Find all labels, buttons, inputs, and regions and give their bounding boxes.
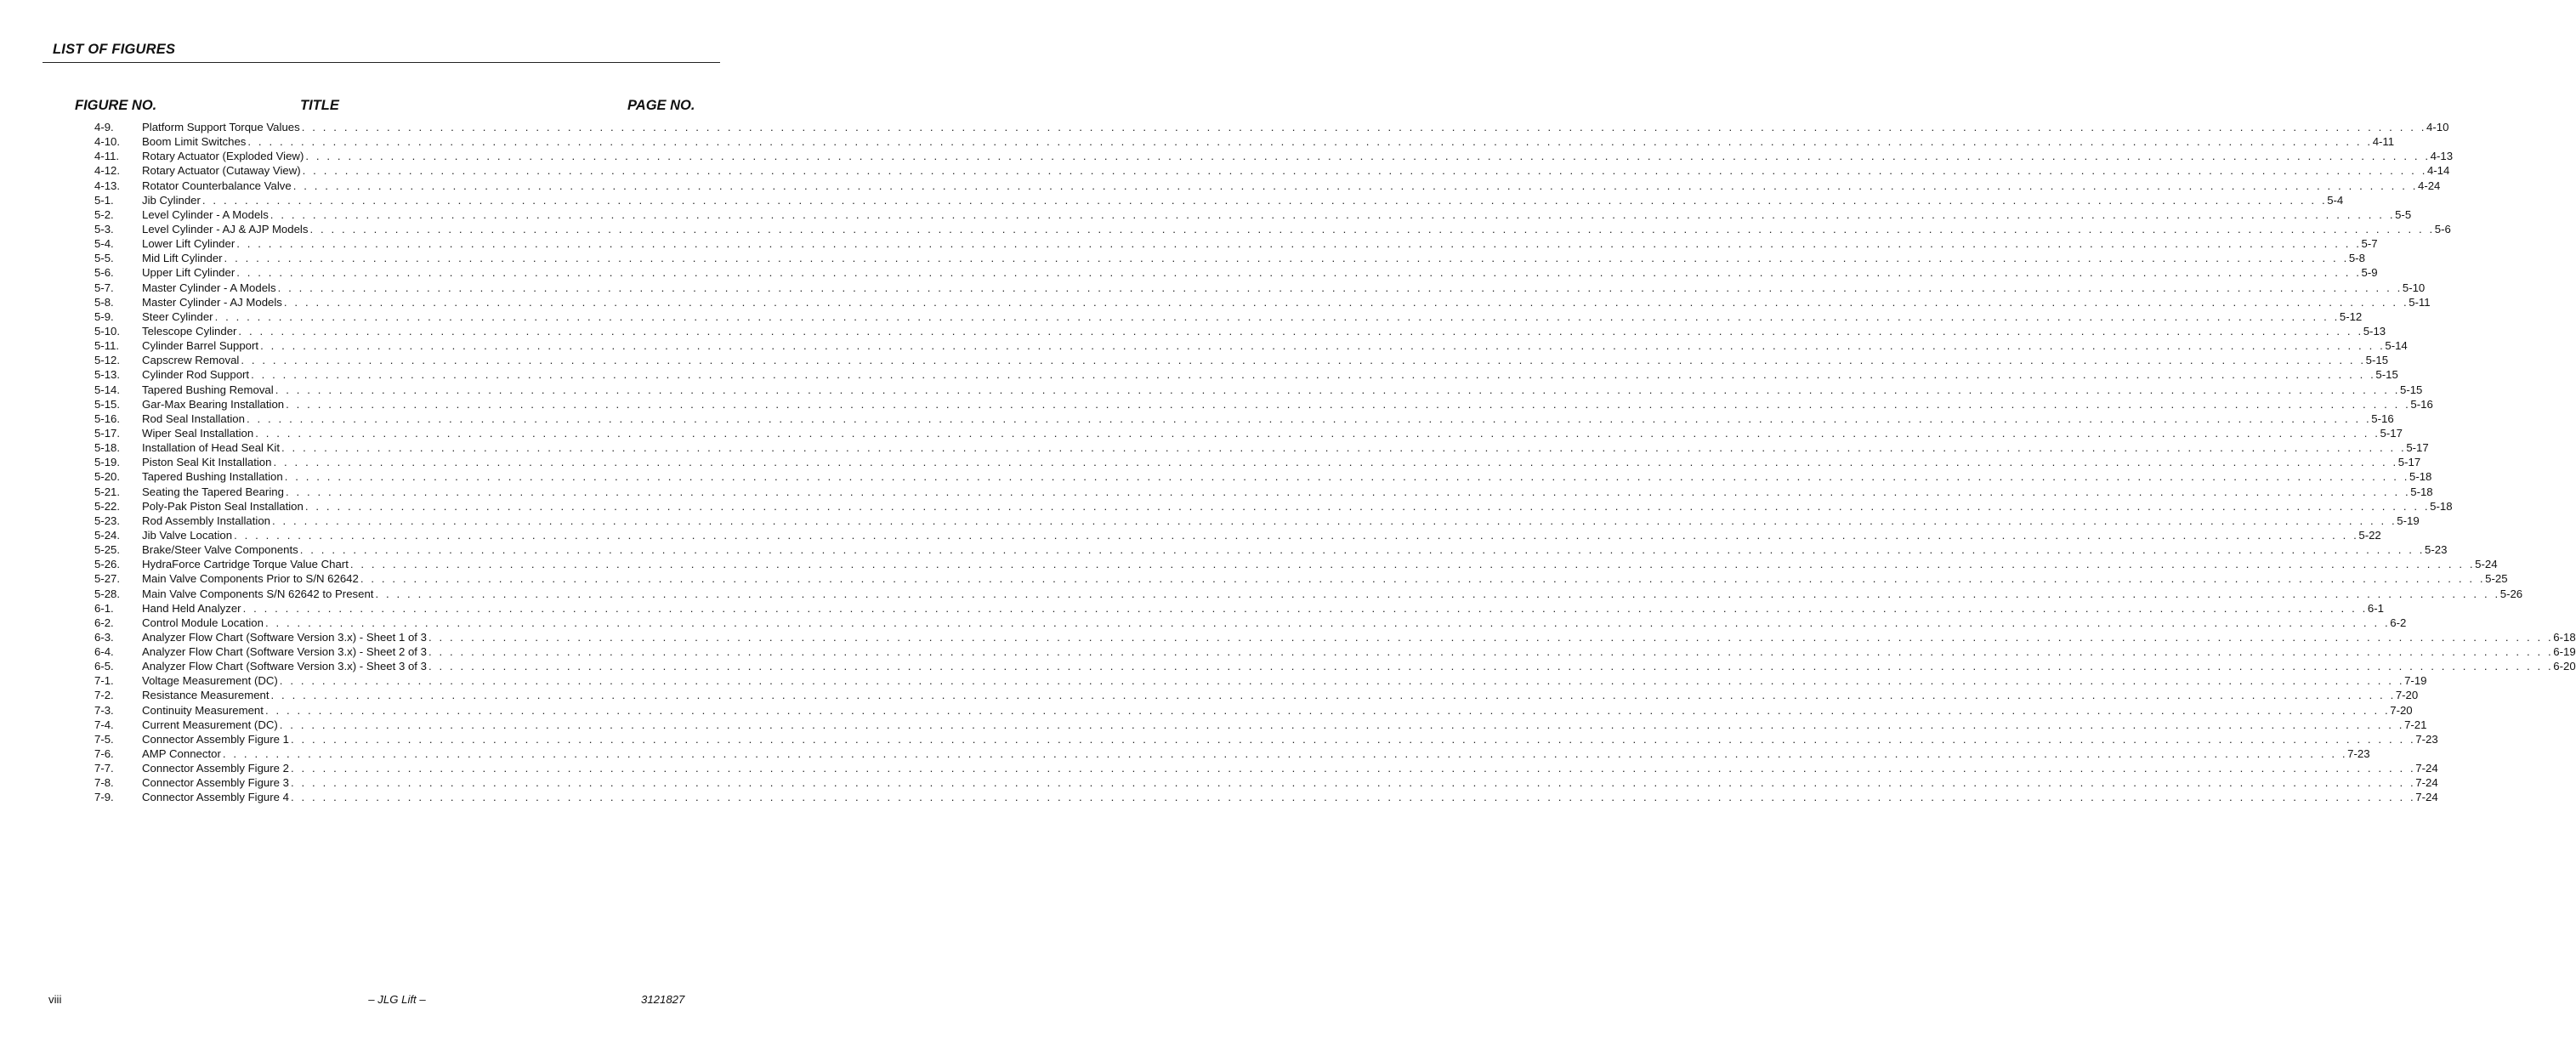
figure-entry[interactable] [94,309,2363,324]
dot-leader: . . . . . . . . . . . . . . . . . . . . . . . . . . . . . . . . . . . . . . . . . . . . . . . . . . . . . . . . . . . . . . . . . . . . . . . . . . . . . . . . . . . . . . . . . . . . . . . . . . . . . . . . . . . . . . . . . . . . . . . . . . . . . . . . . . . . . . . . . . . . . . . . . . . . . . . . . . . . . . . . . . . . . . . . . . . . . . . . . . . . . . . . . . . . . . . . . . . . . . . . [279,718,2405,731]
figure-number: 7-3. [94,703,114,717]
figure-title: Cylinder Rod Support [142,368,250,382]
figure-page-number: 5-5 [2395,207,2412,221]
figure-entry[interactable] [94,746,2370,761]
figure-title: Piston Seal Kit Installation [142,456,272,469]
figure-page-number: 7-20 [2395,689,2419,702]
dot-leader: . . . . . . . . . . . . . . . . . . . . . . . . . . . . . . . . . . . . . . . . . . . . . . . . . . . . . . . . . . . . . . . . . . . . . . . . . . . . . . . . . . . . . . . . . . . . . . . . . . . . . . . . . . . . . . . . . . . . . . . . . . . . . . . . . . . . . . . . . . . . . . . . . . . . . . . . . . . . . . . . . . . . . . . . . . . . . . . . . . . . . . . . . . . . . . . . . . . . . . . . [290,776,2416,790]
figure-number: 6-2. [94,616,114,629]
dot-leader: . . . . . . . . . . . . . . . . . . . . . . . . . . . . . . . . . . . . . . . . . . . . . . . . . . . . . . . . . . . . . . . . . . . . . . . . . . . . . . . . . . . . . . . . . . . . . . . . . . . . . . . . . . . . . . . . . . . . . . . . . . . . . . . . . . . . . . . . . . . . . . . . . . . . . . . . . . . . . . . . . . . . . . . . . . . . . . . . . . . . . . . . . . . . . . . . . . . . . . . . [234,528,2359,542]
figure-page-number: 5-15 [2399,383,2423,396]
dot-leader: . . . . . . . . . . . . . . . . . . . . . . . . . . . . . . . . . . . . . . . . . . . . . . . . . . . . . . . . . . . . . . . . . . . . . . . . . . . . . . . . . . . . . . . . . . . . . . . . . . . . . . . . . . . . . . . . . . . . . . . . . . . . . . . . . . . . . . . . . . . . . . . . . . . . . . . . . . . . . . . . . . . . . . . . . . . . . . . . . . . . . . . . . . . . . . . . . . . . . . . . [349,558,2476,571]
figure-entry[interactable] [94,149,2454,163]
figure-title: Rod Seal Installation [142,411,245,425]
figure-number: 5-15. [94,397,121,411]
figure-entry[interactable] [94,485,2433,499]
figure-title: Level Cylinder - A Models [142,207,269,221]
figure-leader-line [142,367,2398,382]
dot-leader: . . . . . . . . . . . . . . . . . . . . . . . . . . . . . . . . . . . . . . . . . . . . . . . . . . . . . . . . . . . . . . . . . . . . . . . . . . . . . . . . . . . . . . . . . . . . . . . . . . . . . . . . . . . . . . . . . . . . . . . . . . . . . . . . . . . . . . . . . . . . . . . . . . . . . . . . . . . . . . . . . . . . . . . . . . . . . . . . . . . . . . . . . . . . . . . . . . . . . . . . [290,791,2416,804]
figure-title: Wiper Seal Installation [142,426,254,440]
figure-number: 7-9. [94,791,114,804]
figure-entry[interactable] [94,775,2438,790]
figure-page-number: 4-11 [2372,135,2395,149]
figure-number: 5-18. [94,441,121,455]
figure-entry[interactable] [94,281,2426,295]
figure-page-number: 7-23 [2347,747,2370,761]
dot-leader: . . . . . . . . . . . . . . . . . . . . . . . . . . . . . . . . . . . . . . . . . . . . . . . . . . . . . . . . . . . . . . . . . . . . . . . . . . . . . . . . . . . . . . . . . . . . . . . . . . . . . . . . . . . . . . . . . . . . . . . . . . . . . . . . . . . . . . . . . . . . . . . . . . . . . . . . . . . . . . . . . . . . . . . . . . . . . . . . . . . . . . . . . . . . . . . . . . . . . . . . [214,309,2340,323]
figure-leader-line [142,659,2576,673]
figure-leader-line [142,455,2421,469]
figure-title: Upper Lift Cylinder [142,266,235,280]
figure-leader-line [142,790,2438,804]
dot-leader: . . . . . . . . . . . . . . . . . . . . . . . . . . . . . . . . . . . . . . . . . . . . . . . . . . . . . . . . . . . . . . . . . . . . . . . . . . . . . . . . . . . . . . . . . . . . . . . . . . . . . . . . . . . . . . . . . . . . . . . . . . . . . . . . . . . . . . . . . . . . . . . . . . . . . . . . . . . . . . . . . . . . . . . . . . . . . . . . . . . . . . . . . . . . . . . . . . . . . . . . [272,514,2397,527]
figure-number: 7-4. [94,718,114,731]
dot-leader: . . . . . . . . . . . . . . . . . . . . . . . . . . . . . . . . . . . . . . . . . . . . . . . . . . . . . . . . . . . . . . . . . . . . . . . . . . . . . . . . . . . . . . . . . . . . . . . . . . . . . . . . . . . . . . . . . . . . . . . . . . . . . . . . . . . . . . . . . . . . . . . . . . . . . . . . . . . . . . . . . . . . . . . . . . . . . . . . . . . . . . . . . . . . . . . . . . . . . . . . [290,762,2416,775]
figure-number: 5-5. [94,252,114,265]
figure-title: Analyzer Flow Chart (Software Version 3.x) - Sheet 1 of 3 [142,630,427,644]
figure-leader-line [142,353,2389,367]
figure-leader-line [142,514,2420,528]
figure-title: Capscrew Removal [142,354,240,367]
figure-title: Rotator Counterbalance Valve [142,179,292,192]
figure-entry[interactable] [94,528,2381,542]
figure-number: 5-22. [94,499,121,513]
figure-number: 7-7. [94,762,114,775]
figure-page-number: 5-10 [2402,281,2426,294]
figure-leader-line [142,236,2378,251]
figure-entry[interactable] [94,790,2438,804]
figure-number: 7-6. [94,747,114,761]
dot-leader: . . . . . . . . . . . . . . . . . . . . . . . . . . . . . . . . . . . . . . . . . . . . . . . . . . . . . . . . . . . . . . . . . . . . . . . . . . . . . . . . . . . . . . . . . . . . . . . . . . . . . . . . . . . . . . . . . . . . . . . . . . . . . . . . . . . . . . . . . . . . . . . . . . . . . . . . . . . . . . . . . . . . . . . . . . . . . . . . . . . . . . . . . . . . . . . . . . . . . . . . [201,193,2328,207]
dot-leader: . . . . . . . . . . . . . . . . . . . . . . . . . . . . . . . . . . . . . . . . . . . . . . . . . . . . . . . . . . . . . . . . . . . . . . . . . . . . . . . . . . . . . . . . . . . . . . . . . . . . . . . . . . . . . . . . . . . . . . . . . . . . . . . . . . . . . . . . . . . . . . . . . . . . . . . . . . . . . . . . . . . . . . . . . . . . . . . . . . . . . . . . . . . . . . . . . . . . . . . . [279,674,2405,688]
dot-leader: . . . . . . . . . . . . . . . . . . . . . . . . . . . . . . . . . . . . . . . . . . . . . . . . . . . . . . . . . . . . . . . . . . . . . . . . . . . . . . . . . . . . . . . . . . . . . . . . . . . . . . . . . . . . . . . . . . . . . . . . . . . . . . . . . . . . . . . . . . . . . . . . . . . . . . . . . . . . . . . . . . . . . . . . . . . . . . . . . . . . . . . . . . . . . . . . . . . . . . . . [260,339,2386,353]
dot-leader: . . . . . . . . . . . . . . . . . . . . . . . . . . . . . . . . . . . . . . . . . . . . . . . . . . . . . . . . . . . . . . . . . . . . . . . . . . . . . . . . . . . . . . . . . . . . . . . . . . . . . . . . . . . . . . . . . . . . . . . . . . . . . . . . . . . . . . . . . . . . . . . . . . . . . . . . . . . . . . . . . . . . . . . . . . . . . . . . . . . . . . . . . . . . . . . . . . . . . . . . [241,354,2366,367]
dot-leader: . . . . . . . . . . . . . . . . . . . . . . . . . . . . . . . . . . . . . . . . . . . . . . . . . . . . . . . . . . . . . . . . . . . . . . . . . . . . . . . . . . . . . . . . . . . . . . . . . . . . . . . . . . . . . . . . . . . . . . . . . . . . . . . . . . . . . . . . . . . . . . . . . . . . . . . . . . . . . . . . . . . . . . . . . . . . . . . . . . . . . . . . . . . . . . . . . . . . . . . . [224,252,2349,265]
figure-number: 4-12. [94,164,121,178]
figure-title: Telescope Cylinder [142,324,237,338]
figure-entry[interactable] [94,324,2386,338]
figure-page-number: 4-14 [2426,164,2450,178]
figure-title: Rotary Actuator (Exploded View) [142,150,304,163]
figure-leader-line [142,281,2426,295]
figure-leader-line [142,295,2431,309]
figure-entry[interactable] [94,616,2407,630]
figure-number: 5-13. [94,368,121,382]
figure-page-number: 7-19 [2404,674,2427,688]
figure-page-number: 7-21 [2404,718,2427,731]
figure-title: Cylinder Barrel Support [142,339,259,353]
figure-title: Connector Assembly Figure 3 [142,776,289,790]
figure-entry[interactable] [94,688,2419,702]
figure-number: 5-4. [94,237,114,251]
figure-entry[interactable] [94,222,2451,236]
figure-entry[interactable] [94,703,2413,718]
figure-page-number: 7-20 [2390,703,2413,717]
figure-title: Resistance Measurement [142,689,270,702]
figure-entry[interactable] [94,455,2421,469]
figure-number: 5-14. [94,383,121,396]
figure-entry[interactable] [94,367,2398,382]
figure-number: 6-3. [94,630,114,644]
figure-entry[interactable] [94,557,2498,571]
figure-title: Rotary Actuator (Cutaway View) [142,164,301,178]
figure-entry[interactable] [94,542,2448,557]
figure-entry[interactable] [94,440,2429,455]
dot-leader: . . . . . . . . . . . . . . . . . . . . . . . . . . . . . . . . . . . . . . . . . . . . . . . . . . . . . . . . . . . . . . . . . . . . . . . . . . . . . . . . . . . . . . . . . . . . . . . . . . . . . . . . . . . . . . . . . . . . . . . . . . . . . . . . . . . . . . . . . . . . . . . . . . . . . . . . . . . . . . . . . . . . . . . . . . . . . . . . . . . . . . . . . . . . . . . . . . . . . . . . [275,383,2400,396]
figure-page-number: 5-18 [2409,470,2432,484]
figure-number: 5-3. [94,222,114,236]
figure-entry[interactable] [94,587,2523,601]
figure-leader-line [142,469,2432,484]
figure-page-number: 4-24 [2418,179,2441,192]
figure-page-number: 5-17 [2406,441,2429,455]
figure-number: 4-11. [94,150,120,163]
dot-leader: . . . . . . . . . . . . . . . . . . . . . . . . . . . . . . . . . . . . . . . . . . . . . . . . . . . . . . . . . . . . . . . . . . . . . . . . . . . . . . . . . . . . . . . . . . . . . . . . . . . . . . . . . . . . . . . . . . . . . . . . . . . . . . . . . . . . . . . . . . . . . . . . . . . . . . . . . . . . . . . . . . . . . . . . . . . . . . . . . . . . . . . . . . . . . . . . . . . . . . . . [309,222,2435,236]
figure-number: 5-19. [94,456,121,469]
figure-leader-line [142,134,2395,149]
figure-title: Tapered Bushing Installation [142,470,283,484]
figure-leader-line [142,542,2448,557]
figure-leader-line [142,383,2423,397]
figure-title: Tapered Bushing Removal [142,383,274,396]
figure-leader-line [142,265,2378,280]
dot-leader: . . . . . . . . . . . . . . . . . . . . . . . . . . . . . . . . . . . . . . . . . . . . . . . . . . . . . . . . . . . . . . . . . . . . . . . . . . . . . . . . . . . . . . . . . . . . . . . . . . . . . . . . . . . . . . . . . . . . . . . . . . . . . . . . . . . . . . . . . . . . . . . . . . . . . . . . . . . . . . . . . . . . . . . . . . . . . . . . . . . . . . . . . . . . . . . . . . . . . . . . [302,164,2427,178]
figure-page-number: 5-22 [2358,528,2381,542]
figure-title: Rod Assembly Installation [142,514,270,527]
figure-page-number: 5-14 [2385,339,2408,353]
figure-entry[interactable] [94,514,2420,528]
figure-leader-line [142,616,2407,630]
figure-leader-line [142,485,2433,499]
figure-title: Jib Valve Location [142,528,233,542]
figure-leader-line [142,397,2433,411]
figure-entry[interactable] [94,134,2395,149]
dot-leader: . . . . . . . . . . . . . . . . . . . . . . . . . . . . . . . . . . . . . . . . . . . . . . . . . . . . . . . . . . . . . . . . . . . . . . . . . . . . . . . . . . . . . . . . . . . . . . . . . . . . . . . . . . . . . . . . . . . . . . . . . . . . . . . . . . . . . . . . . . . . . . . . . . . . . . . . . . . . . . . . . . . . . . . . . . . . . . . . . . . . . . . . . . . . . . . . . . . . . . . . [238,324,2363,338]
figure-leader-line [142,149,2454,163]
figure-page-number: 5-17 [2397,456,2421,469]
dot-leader: . . . . . . . . . . . . . . . . . . . . . . . . . . . . . . . . . . . . . . . . . . . . . . . . . . . . . . . . . . . . . . . . . . . . . . . . . . . . . . . . . . . . . . . . . . . . . . . . . . . . . . . . . . . . . . . . . . . . . . . . . . . . . . . . . . . . . . . . . . . . . . . . . . . . . . . . . . . . . . . . . . . . . . . . . . . . . . . . . . . . . . . . . . . . . . . . . . . . . . . . [299,543,2426,557]
figure-number: 5-9. [94,309,114,323]
figure-number: 5-8. [94,295,114,309]
footer-page-number: viii [48,993,62,1006]
figure-page-number: 5-23 [2425,543,2448,557]
figure-page-number: 5-4 [2327,193,2344,207]
figure-number: 6-1. [94,601,114,615]
dot-leader: . . . . . . . . . . . . . . . . . . . . . . . . . . . . . . . . . . . . . . . . . . . . . . . . . . . . . . . . . . . . . . . . . . . . . . . . . . . . . . . . . . . . . . . . . . . . . . . . . . . . . . . . . . . . . . . . . . . . . . . . . . . . . . . . . . . . . . . . . . . . . . . . . . . . . . . . . . . . . . . . . . . . . . . . . . . . . . . . . . . . . . . . . . . . . . . . . . . . . . . . [283,295,2409,309]
figure-entry[interactable] [94,251,2365,265]
dot-leader: . . . . . . . . . . . . . . . . . . . . . . . . . . . . . . . . . . . . . . . . . . . . . . . . . . . . . . . . . . . . . . . . . . . . . . . . . . . . . . . . . . . . . . . . . . . . . . . . . . . . . . . . . . . . . . . . . . . . . . . . . . . . . . . . . . . . . . . . . . . . . . . . . . . . . . . . . . . . . . . . . . . . . . . . . . . . . . . . . . . . . . . . . . . . . . . . . . . . . . . . [281,441,2407,455]
figure-number: 5-16. [94,411,121,425]
figure-leader-line [142,557,2498,571]
figure-number: 6-4. [94,645,114,659]
figure-entry[interactable] [94,163,2450,178]
figure-entry[interactable] [94,673,2427,688]
figure-page-number: 5-16 [2410,397,2433,411]
dot-leader: . . . . . . . . . . . . . . . . . . . . . . . . . . . . . . . . . . . . . . . . . . . . . . . . . . . . . . . . . . . . . . . . . . . . . . . . . . . . . . . . . . . . . . . . . . . . . . . . . . . . . . . . . . . . . . . . . . . . . . . . . . . . . . . . . . . . . . . . . . . . . . . . . . . . . . . . . . . . . . . . . . . . . . . . . . . . . . . . . . . . . . . . . . . . . . . . . . . . . . . . [273,456,2398,469]
dot-leader: . . . . . . . . . . . . . . . . . . . . . . . . . . . . . . . . . . . . . . . . . . . . . . . . . . . . . . . . . . . . . . . . . . . . . . . . . . . . . . . . . . . . . . . . . . . . . . . . . . . . . . . . . . . . . . . . . . . . . . . . . . . . . . . . . . . . . . . . . . . . . . . . . . . . . . . . . . . . . . . . . . . . . . . . . . . . . . . . . . . . . . . . . . . . . . . . . . . . . . . . [286,397,2411,411]
figure-number: 5-24. [94,528,121,542]
figure-page-number: 5-6 [2434,222,2451,236]
figure-title: Lower Lift Cylinder [142,237,235,251]
figure-title: Control Module Location [142,616,264,629]
figure-page-number: 5-26 [2499,587,2523,600]
dot-leader: . . . . . . . . . . . . . . . . . . . . . . . . . . . . . . . . . . . . . . . . . . . . . . . . . . . . . . . . . . . . . . . . . . . . . . . . . . . . . . . . . . . . . . . . . . . . . . . . . . . . . . . . . . . . . . . . . . . . . . . . . . . . . . . . . . . . . . . . . . . . . . . . . . . . . . . . . . . . . . . . . . . . . . . . . . . . . . . . . . . . . . . . . . . . . . . . . . . . . . . . [301,121,2427,133]
figure-number: 5-7. [94,281,114,294]
figure-page-number: 5-15 [2375,368,2398,382]
figure-list [94,120,2576,805]
figure-title: Connector Assembly Figure 4 [142,791,289,804]
figure-number: 4-9. [94,121,114,133]
figure-title: Level Cylinder - AJ & AJP Models [142,222,309,236]
figure-title: AMP Connector [142,747,221,761]
figure-number: 5-21. [94,485,121,498]
figure-title: Main Valve Components S/N 62642 to Present [142,587,374,600]
figure-number: 4-13. [94,179,121,192]
figure-page-number: 6-20 [2553,660,2576,673]
figure-leader-line [142,411,2394,426]
figure-entry[interactable] [94,630,2576,644]
figure-title: Voltage Measurement (DC) [142,674,278,688]
figure-title: Connector Assembly Figure 1 [142,732,289,746]
figure-entry[interactable] [94,571,2508,586]
figure-leader-line [142,338,2408,353]
figure-leader-line [142,775,2438,790]
dot-leader: . . . . . . . . . . . . . . . . . . . . . . . . . . . . . . . . . . . . . . . . . . . . . . . . . . . . . . . . . . . . . . . . . . . . . . . . . . . . . . . . . . . . . . . . . . . . . . . . . . . . . . . . . . . . . . . . . . . . . . . . . . . . . . . . . . . . . . . . . . . . . . . . . . . . . . . . . . . . . . . . . . . . . . . . . . . . . . . . . . . . . . . . . . . . . . . . . . . . . . . . [251,368,2376,382]
figure-title: Seating the Tapered Bearing [142,485,284,498]
figure-leader-line [142,673,2427,688]
dot-leader: . . . . . . . . . . . . . . . . . . . . . . . . . . . . . . . . . . . . . . . . . . . . . . . . . . . . . . . . . . . . . . . . . . . . . . . . . . . . . . . . . . . . . . . . . . . . . . . . . . . . . . . . . . . . . . . . . . . . . . . . . . . . . . . . . . . . . . . . . . . . . . . . . . . . . . . . . . . . . . . . . . . . . . . . . . . . . . . . . . . . . . . . . . . . . . . . . . . . . . . . [285,485,2411,498]
figure-title: Poly-Pak Piston Seal Installation [142,499,304,513]
figure-entry[interactable] [94,499,2453,514]
dot-leader: . . . . . . . . . . . . . . . . . . . . . . . . . . . . . . . . . . . . . . . . . . . . . . . . . . . . . . . . . . . . . . . . . . . . . . . . . . . . . . . . . . . . . . . . . . . . . . . . . . . . . . . . . . . . . . . . . . . . . . . . . . . . . . . . . . . . . . . . . . . . . . . . . . . . . . . . . . . . . . . . . . . . . . . . . . . . . . . . . . . . . . . . . . . . . . . . . . . . . . . . [277,281,2403,294]
figure-page-number: 4-13 [2430,150,2454,163]
figure-leader-line [142,426,2403,440]
figure-leader-line [142,587,2523,601]
figure-entry[interactable] [94,193,2344,207]
dot-leader: . . . . . . . . . . . . . . . . . . . . . . . . . . . . . . . . . . . . . . . . . . . . . . . . . . . . . . . . . . . . . . . . . . . . . . . . . . . . . . . . . . . . . . . . . . . . . . . . . . . . . . . . . . . . . . . . . . . . . . . . . . . . . . . . . . . . . . . . . . . . . . . . . . . . . . . . . . . . . . . . . . . . . . . . . . . . . . . . . . . . . . . . . . . . . . . . . . . . . . . . [236,266,2362,280]
figure-page-number: 5-16 [2371,411,2394,425]
figure-leader-line [142,207,2412,222]
figure-page-number: 5-19 [2397,514,2420,527]
figure-title: Installation of Head Seal Kit [142,441,281,455]
figure-leader-line [142,718,2427,732]
figure-entry[interactable] [94,353,2389,367]
figure-number: 6-5. [94,660,114,673]
figure-page-number: 4-10 [2426,121,2449,133]
dot-leader: . . . . . . . . . . . . . . . . . . . . . . . . . . . . . . . . . . . . . . . . . . . . . . . . . . . . . . . . . . . . . . . . . . . . . . . . . . . . . . . . . . . . . . . . . . . . . . . . . . . . . . . . . . . . . . . . . . . . . . . . . . . . . . . . . . . . . . . . . . . . . . . . . . . . . . . . . . . . . . . . . . . . . . . . . . . . . . . . . . . . . . . . . . . . . . . . . . . . . . . . [284,470,2409,484]
figure-title: Mid Lift Cylinder [142,252,223,265]
figure-title: Main Valve Components Prior to S/N 62642 [142,572,359,586]
figure-number: 4-10. [94,135,121,149]
figure-title: Brake/Steer Valve Components [142,543,298,557]
figure-page-number: 5-15 [2365,354,2389,367]
figure-leader-line [142,120,2449,134]
figure-title: Jib Cylinder [142,193,201,207]
figure-entry[interactable] [94,236,2378,251]
header-rule [43,62,720,63]
dot-leader: . . . . . . . . . . . . . . . . . . . . . . . . . . . . . . . . . . . . . . . . . . . . . . . . . . . . . . . . . . . . . . . . . . . . . . . . . . . . . . . . . . . . . . . . . . . . . . . . . . . . . . . . . . . . . . . . . . . . . . . . . . . . . . . . . . . . . . . . . . . . . . . . . . . . . . . . . . . . . . . . . . . . . . . . . . . . . . . . . . . . . . . . . . . . . . . . . . . . . . . . [264,703,2391,717]
page-header-title: LIST OF FIGURES [53,42,176,57]
figure-page-number: 5-24 [2475,558,2498,571]
figure-page-number: 6-19 [2553,645,2576,659]
figure-entry[interactable] [94,732,2438,746]
figure-entry[interactable] [94,644,2576,659]
figure-page-number: 5-17 [2380,426,2403,440]
figure-title: HydraForce Cartridge Torque Value Chart [142,558,349,571]
figure-entry[interactable] [94,426,2403,440]
figure-leader-line [142,179,2441,193]
figure-page-number: 5-8 [2348,252,2365,265]
figure-number: 7-8. [94,776,114,790]
figure-number: 5-6. [94,266,114,280]
footer-doc-number: 3121827 [641,993,685,1006]
figure-page-number: 5-25 [2485,572,2508,586]
figure-number: 5-27. [94,572,121,586]
figure-page-number: 5-13 [2363,324,2386,338]
figure-page-number: 7-24 [2415,762,2438,775]
figure-page-number: 6-1 [2367,601,2384,615]
figure-page-number: 5-12 [2339,309,2363,323]
figure-leader-line [142,163,2450,178]
figure-title: Analyzer Flow Chart (Software Version 3.x) - Sheet 2 of 3 [142,645,427,659]
figure-page-number: 5-9 [2361,266,2378,280]
figure-leader-line [142,222,2451,236]
figure-number: 5-2. [94,207,114,221]
dot-leader: . . . . . . . . . . . . . . . . . . . . . . . . . . . . . . . . . . . . . . . . . . . . . . . . . . . . . . . . . . . . . . . . . . . . . . . . . . . . . . . . . . . . . . . . . . . . . . . . . . . . . . . . . . . . . . . . . . . . . . . . . . . . . . . . . . . . . . . . . . . . . . . . . . . . . . . . . . . . . . . . . . . . . . . . . . . . . . . . . . . . . . . . . . . . . . . . . . . . . . . . [246,411,2372,425]
dot-leader: . . . . . . . . . . . . . . . . . . . . . . . . . . . . . . . . . . . . . . . . . . . . . . . . . . . . . . . . . . . . . . . . . . . . . . . . . . . . . . . . . . . . . . . . . . . . . . . . . . . . . . . . . . . . . . . . . . . . . . . . . . . . . . . . . . . . . . . . . . . . . . . . . . . . . . . . . . . . . . . . . . . . . . . . . . . . . . . . . . . . . . . . . . . . . . . . . . . . . . . . [236,237,2362,251]
figure-page-number: 5-11 [2409,295,2431,309]
column-header-page-no: PAGE NO. [627,98,695,113]
figure-title: Master Cylinder - AJ Models [142,295,282,309]
figure-entry[interactable] [94,469,2432,484]
figure-title: Continuity Measurement [142,703,264,717]
figure-entry[interactable] [94,295,2431,309]
figure-number: 5-11. [94,339,120,353]
figure-leader-line [142,644,2576,659]
figure-entry[interactable] [94,659,2576,673]
figure-number: 5-23. [94,514,121,527]
figure-number: 5-10. [94,324,121,338]
figure-number: 5-1. [94,193,114,207]
figure-entry[interactable] [94,338,2408,353]
dot-leader: . . . . . . . . . . . . . . . . . . . . . . . . . . . . . . . . . . . . . . . . . . . . . . . . . . . . . . . . . . . . . . . . . . . . . . . . . . . . . . . . . . . . . . . . . . . . . . . . . . . . . . . . . . . . . . . . . . . . . . . . . . . . . . . . . . . . . . . . . . . . . . . . . . . . . . . . . . . . . . . . . . . . . . . . . . . . . . . . . . . . . . . . . . . . . . . . . . . . . . . . [270,207,2396,221]
figure-entry[interactable] [94,179,2441,193]
figure-page-number: 6-2 [2390,616,2407,629]
figure-title: Steer Cylinder [142,309,213,323]
figure-leader-line [142,324,2386,338]
figure-number: 5-25. [94,543,121,557]
figure-leader-line [142,499,2453,514]
dot-leader: . . . . . . . . . . . . . . . . . . . . . . . . . . . . . . . . . . . . . . . . . . . . . . . . . . . . . . . . . . . . . . . . . . . . . . . . . . . . . . . . . . . . . . . . . . . . . . . . . . . . . . . . . . . . . . . . . . . . . . . . . . . . . . . . . . . . . . . . . . . . . . . . . . . . . . . . . . . . . . . . . . . . . . . . . . . . . . . . . . . . . . . . . . . . . . . . . . . . . . . . [292,179,2418,192]
figure-entry[interactable] [94,761,2438,775]
figure-number: 5-17. [94,426,121,440]
dot-leader: . . . . . . . . . . . . . . . . . . . . . . . . . . . . . . . . . . . . . . . . . . . . . . . . . . . . . . . . . . . . . . . . . . . . . . . . . . . . . . . . . . . . . . . . . . . . . . . . . . . . . . . . . . . . . . . . . . . . . . . . . . . . . . . . . . . . . . . . . . . . . . . . . . . . . . . . . . . . . . . . . . . . . . . . . . . . . . . . . . . . . . . . . . . . . . . . . . . . . . . . [428,630,2554,644]
figure-entry[interactable] [94,718,2427,732]
figure-page-number: 5-18 [2430,499,2453,513]
figure-title: Current Measurement (DC) [142,718,278,731]
dot-leader: . . . . . . . . . . . . . . . . . . . . . . . . . . . . . . . . . . . . . . . . . . . . . . . . . . . . . . . . . . . . . . . . . . . . . . . . . . . . . . . . . . . . . . . . . . . . . . . . . . . . . . . . . . . . . . . . . . . . . . . . . . . . . . . . . . . . . . . . . . . . . . . . . . . . . . . . . . . . . . . . . . . . . . . . . . . . . . . . . . . . . . . . . . . . . . . . . . . . . . . . [360,572,2486,586]
figure-number: 5-26. [94,558,121,571]
figure-page-number: 5-7 [2361,237,2378,251]
footer-brand: – JLG Lift – [368,993,426,1006]
dot-leader: . . . . . . . . . . . . . . . . . . . . . . . . . . . . . . . . . . . . . . . . . . . . . . . . . . . . . . . . . . . . . . . . . . . . . . . . . . . . . . . . . . . . . . . . . . . . . . . . . . . . . . . . . . . . . . . . . . . . . . . . . . . . . . . . . . . . . . . . . . . . . . . . . . . . . . . . . . . . . . . . . . . . . . . . . . . . . . . . . . . . . . . . . . . . . . . . . . . . . . . . [428,660,2554,673]
dot-leader: . . . . . . . . . . . . . . . . . . . . . . . . . . . . . . . . . . . . . . . . . . . . . . . . . . . . . . . . . . . . . . . . . . . . . . . . . . . . . . . . . . . . . . . . . . . . . . . . . . . . . . . . . . . . . . . . . . . . . . . . . . . . . . . . . . . . . . . . . . . . . . . . . . . . . . . . . . . . . . . . . . . . . . . . . . . . . . . . . . . . . . . . . . . . . . . . . . . . . . . . [264,616,2391,629]
figure-page-number: 6-18 [2553,630,2576,644]
figure-page-number: 5-18 [2410,485,2433,498]
figure-leader-line [142,601,2384,616]
figure-leader-line [142,761,2438,775]
figure-leader-line [142,571,2508,586]
figure-title: Master Cylinder - A Models [142,281,276,294]
figure-page-number: 7-24 [2415,776,2438,790]
figure-leader-line [142,193,2344,207]
figure-title: Analyzer Flow Chart (Software Version 3.x) - Sheet 3 of 3 [142,660,427,673]
figure-number: 5-12. [94,354,121,367]
figure-entry[interactable] [94,207,2412,222]
dot-leader: . . . . . . . . . . . . . . . . . . . . . . . . . . . . . . . . . . . . . . . . . . . . . . . . . . . . . . . . . . . . . . . . . . . . . . . . . . . . . . . . . . . . . . . . . . . . . . . . . . . . . . . . . . . . . . . . . . . . . . . . . . . . . . . . . . . . . . . . . . . . . . . . . . . . . . . . . . . . . . . . . . . . . . . . . . . . . . . . . . . . . . . . . . . . . . . . . . . . . . . . [222,747,2348,761]
figure-leader-line [142,528,2381,542]
figure-number: 7-1. [94,674,114,688]
figure-page-number: 7-24 [2415,791,2438,804]
figure-leader-line [142,630,2576,644]
dot-leader: . . . . . . . . . . . . . . . . . . . . . . . . . . . . . . . . . . . . . . . . . . . . . . . . . . . . . . . . . . . . . . . . . . . . . . . . . . . . . . . . . . . . . . . . . . . . . . . . . . . . . . . . . . . . . . . . . . . . . . . . . . . . . . . . . . . . . . . . . . . . . . . . . . . . . . . . . . . . . . . . . . . . . . . . . . . . . . . . . . . . . . . . . . . . . . . . . . . . . . . . [255,426,2380,440]
figure-number: 5-28. [94,587,121,600]
figure-leader-line [142,732,2438,746]
figure-leader-line [142,703,2413,718]
column-header-title: TITLE [300,98,339,113]
dot-leader: . . . . . . . . . . . . . . . . . . . . . . . . . . . . . . . . . . . . . . . . . . . . . . . . . . . . . . . . . . . . . . . . . . . . . . . . . . . . . . . . . . . . . . . . . . . . . . . . . . . . . . . . . . . . . . . . . . . . . . . . . . . . . . . . . . . . . . . . . . . . . . . . . . . . . . . . . . . . . . . . . . . . . . . . . . . . . . . . . . . . . . . . . . . . . . . . . . . . . . . . [290,732,2416,746]
figure-entry[interactable] [94,397,2433,411]
figure-leader-line [142,440,2429,455]
figure-title: Connector Assembly Figure 2 [142,762,289,775]
figure-title: Gar-Max Bearing Installation [142,397,285,411]
figure-title: Platform Support Torque Values [142,121,300,133]
column-header-figure-no: FIGURE NO. [75,98,157,113]
figure-entry[interactable] [94,265,2378,280]
figure-entry[interactable] [94,601,2384,616]
dot-leader: . . . . . . . . . . . . . . . . . . . . . . . . . . . . . . . . . . . . . . . . . . . . . . . . . . . . . . . . . . . . . . . . . . . . . . . . . . . . . . . . . . . . . . . . . . . . . . . . . . . . . . . . . . . . . . . . . . . . . . . . . . . . . . . . . . . . . . . . . . . . . . . . . . . . . . . . . . . . . . . . . . . . . . . . . . . . . . . . . . . . . . . . . . . . . . . . . . . . . . . . [247,135,2373,149]
dot-leader: . . . . . . . . . . . . . . . . . . . . . . . . . . . . . . . . . . . . . . . . . . . . . . . . . . . . . . . . . . . . . . . . . . . . . . . . . . . . . . . . . . . . . . . . . . . . . . . . . . . . . . . . . . . . . . . . . . . . . . . . . . . . . . . . . . . . . . . . . . . . . . . . . . . . . . . . . . . . . . . . . . . . . . . . . . . . . . . . . . . . . . . . . . . . . . . . . . . . . . . . [428,645,2554,659]
figure-entry[interactable] [94,383,2423,397]
dot-leader: . . . . . . . . . . . . . . . . . . . . . . . . . . . . . . . . . . . . . . . . . . . . . . . . . . . . . . . . . . . . . . . . . . . . . . . . . . . . . . . . . . . . . . . . . . . . . . . . . . . . . . . . . . . . . . . . . . . . . . . . . . . . . . . . . . . . . . . . . . . . . . . . . . . . . . . . . . . . . . . . . . . . . . . . . . . . . . . . . . . . . . . . . . . . . . . . . . . . . . . . [242,601,2368,615]
figure-leader-line [142,746,2370,761]
figure-leader-line [142,688,2419,702]
dot-leader: . . . . . . . . . . . . . . . . . . . . . . . . . . . . . . . . . . . . . . . . . . . . . . . . . . . . . . . . . . . . . . . . . . . . . . . . . . . . . . . . . . . . . . . . . . . . . . . . . . . . . . . . . . . . . . . . . . . . . . . . . . . . . . . . . . . . . . . . . . . . . . . . . . . . . . . . . . . . . . . . . . . . . . . . . . . . . . . . . . . . . . . . . . . . . . . . . . . . . . . . [304,499,2431,513]
figure-entry[interactable] [94,120,2449,134]
figure-title: Hand Held Analyzer [142,601,241,615]
dot-leader: . . . . . . . . . . . . . . . . . . . . . . . . . . . . . . . . . . . . . . . . . . . . . . . . . . . . . . . . . . . . . . . . . . . . . . . . . . . . . . . . . . . . . . . . . . . . . . . . . . . . . . . . . . . . . . . . . . . . . . . . . . . . . . . . . . . . . . . . . . . . . . . . . . . . . . . . . . . . . . . . . . . . . . . . . . . . . . . . . . . . . . . . . . . . . . . . . . . . . . . . [270,689,2396,702]
figure-leader-line [142,251,2365,265]
figure-leader-line [142,309,2363,324]
figure-number: 7-5. [94,732,114,746]
figure-page-number: 7-23 [2415,732,2438,746]
dot-leader: . . . . . . . . . . . . . . . . . . . . . . . . . . . . . . . . . . . . . . . . . . . . . . . . . . . . . . . . . . . . . . . . . . . . . . . . . . . . . . . . . . . . . . . . . . . . . . . . . . . . . . . . . . . . . . . . . . . . . . . . . . . . . . . . . . . . . . . . . . . . . . . . . . . . . . . . . . . . . . . . . . . . . . . . . . . . . . . . . . . . . . . . . . . . . . . . . . . . . . . . [375,587,2500,600]
figure-title: Boom Limit Switches [142,135,247,149]
dot-leader: . . . . . . . . . . . . . . . . . . . . . . . . . . . . . . . . . . . . . . . . . . . . . . . . . . . . . . . . . . . . . . . . . . . . . . . . . . . . . . . . . . . . . . . . . . . . . . . . . . . . . . . . . . . . . . . . . . . . . . . . . . . . . . . . . . . . . . . . . . . . . . . . . . . . . . . . . . . . . . . . . . . . . . . . . . . . . . . . . . . . . . . . . . . . . . . . . . . . . . . . [305,150,2431,163]
figure-number: 5-20. [94,470,121,484]
figure-entry[interactable] [94,411,2394,426]
figure-number: 7-2. [94,689,114,702]
